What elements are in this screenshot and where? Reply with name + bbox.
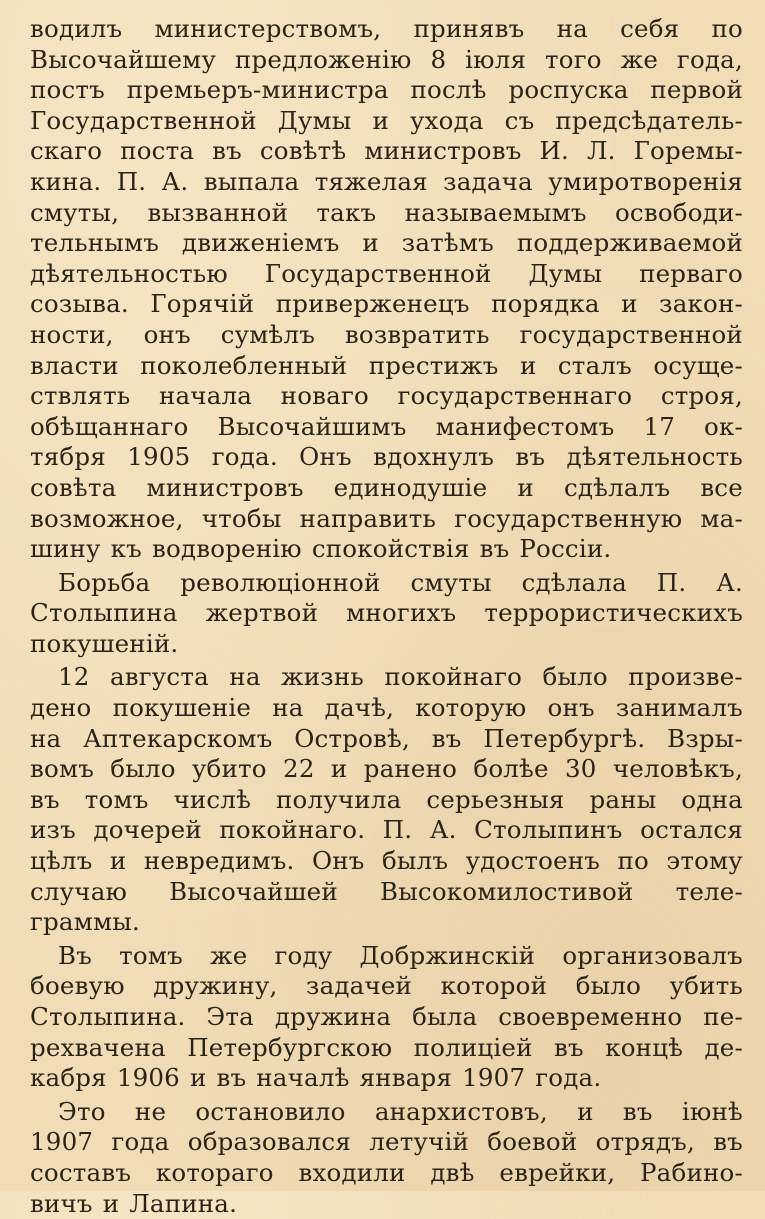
text-line: граммы. [30, 907, 140, 937]
text-line: на Аптекарскомъ Островѣ, въ Петербургѣ. Взры- [30, 723, 743, 753]
text-line: дено покушеніе на дачѣ, которую онъ занималъ [30, 693, 743, 723]
paragraph [30, 1097, 743, 1219]
text-line: вичъ и Лапина. [30, 1188, 238, 1218]
text-line: тельнымъ движеніемъ и затѣмъ поддерживаемой [30, 228, 743, 258]
text-line: Это не остановило анархистовъ, и въ іюнѣ [58, 1096, 743, 1126]
text-line: рехвачена Петербургскою полиціей въ концѣ де- [30, 1032, 743, 1062]
text-line: 12 августа на жизнь покойнаго было произве- [58, 662, 743, 692]
text-line: Государственной Думы и ухода съ предсѣдатель- [30, 105, 743, 135]
paragraph [30, 568, 743, 660]
text-line: созыва. Горячій приверженецъ порядка и закон- [30, 289, 743, 319]
text-line: совѣта министровъ единодушіе и сдѣлалъ все [30, 472, 743, 502]
text-line: постъ премьеръ-министра послѣ роспуска первой [30, 75, 743, 105]
text-line: боевую дружину, задачей которой было убить [30, 971, 743, 1001]
text-line: скаго поста въ совѣтѣ министровъ И. Л. Горемы- [30, 136, 743, 166]
text-line: изъ дочерей покойнаго. П. А. Столыпинъ остался [30, 815, 743, 845]
text-line: цѣлъ и невредимъ. Онъ былъ удостоенъ по этому [30, 846, 743, 876]
text-line: тября 1905 года. Онъ вдохнулъ въ дѣятельность [30, 442, 743, 472]
text-line: кина. П. А. выпала тяжелая задача умиротворенія [30, 166, 743, 196]
text-line: Въ томъ же году Добржинскій организовалъ [58, 940, 743, 970]
text-line: дѣятельностью Государственной Думы перваго [30, 258, 743, 288]
text-line: водилъ министерствомъ, принявъ на себя по [30, 14, 743, 43]
text-line: шину къ водворенію спокойствія въ Россіи. [30, 534, 612, 564]
text-line: 1907 года образовался летучій боевой отрядъ, въ [30, 1127, 743, 1157]
paragraph [30, 662, 743, 937]
text-line: покушеній. [30, 628, 179, 658]
text-line: кабря 1906 и въ началѣ января 1907 года. [30, 1063, 602, 1093]
text-line: вомъ было убито 22 и ранено болѣе 30 человѣкъ, [30, 754, 743, 784]
text-line: возможное, чтобы направить государственную ма- [30, 503, 743, 533]
text-body [30, 14, 743, 1219]
text-line: обѣщаннаго Высочайшимъ манифестомъ 17 ок- [30, 411, 743, 441]
text-line: власти поколебленный престижъ и сталъ осуще- [30, 350, 743, 380]
text-line: ствлять начала новаго государственнаго строя, [30, 381, 743, 411]
text-line: случаю Высочайшей Высокомилостивой теле- [30, 876, 743, 906]
text-line: Высочайшему предложенію 8 іюля того же года, [30, 44, 743, 74]
text-line: въ томъ числѣ получила серьезныя раны одна [30, 784, 743, 814]
text-line: составъ котораго входили двѣ еврейки, Рабино- [30, 1157, 743, 1187]
text-line: Столыпина. Эта дружина была своевременно пе- [30, 1002, 743, 1031]
paragraph [30, 14, 743, 565]
text-line: Борьба революціонной смуты сдѣлала П. А. [58, 567, 743, 597]
text-line: Столыпина жертвой многихъ террористическихъ [30, 598, 743, 628]
text-line: ности, онъ сумѣлъ возвратить государственной [30, 319, 743, 349]
paragraph [30, 941, 743, 1094]
text-line: смуты, вызванной такъ называемымъ освободи- [30, 197, 743, 227]
